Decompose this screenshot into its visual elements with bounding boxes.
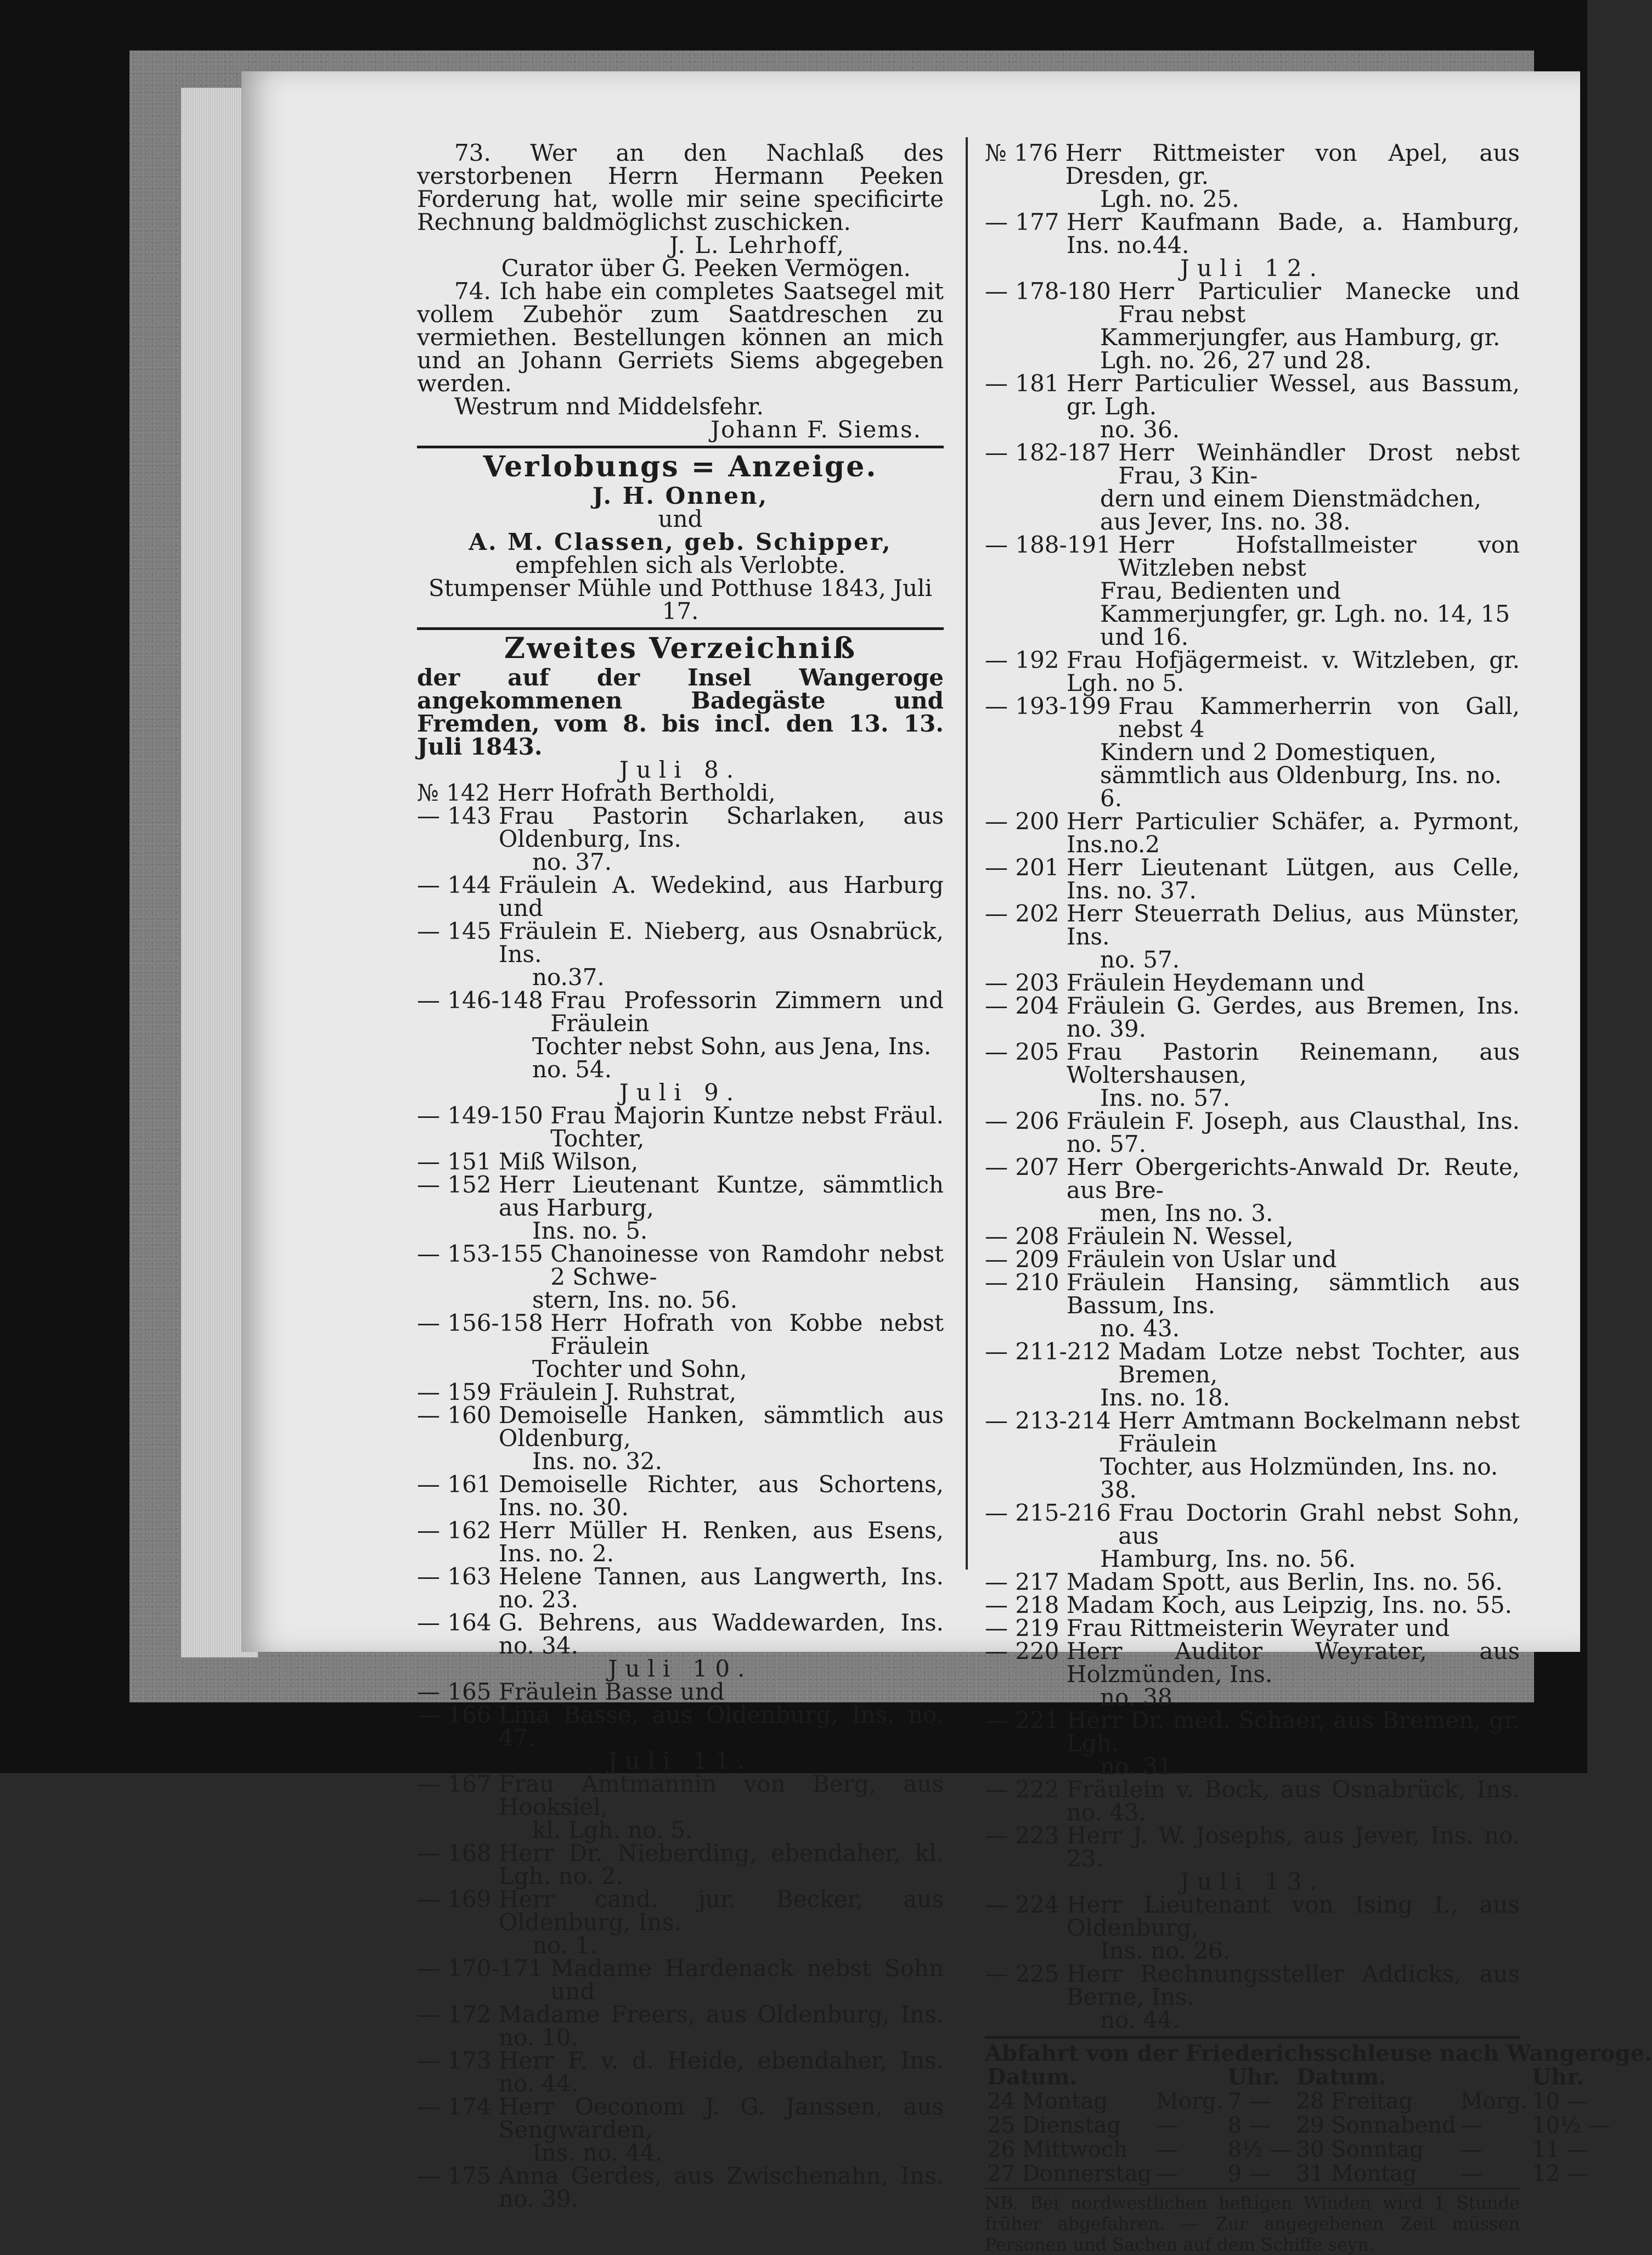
entry-number: — 146-148	[417, 987, 551, 1014]
guest-entry	[985, 1594, 1520, 1617]
entry-number: — 170-171	[417, 1955, 551, 1982]
section-rule	[417, 627, 944, 630]
ferry-schedule	[985, 2040, 1652, 2255]
guest-entry	[985, 1225, 1520, 1248]
schedule-header-cell	[1154, 2065, 1225, 2089]
entry-text: Herr Obergerichts-Anwald Dr. Reute, aus Bre-	[1066, 1154, 1520, 1204]
guest-entry	[985, 1962, 1520, 2009]
schedule-cell: 29 Sonnabend	[1296, 2113, 1456, 2138]
entry-continuation: Ins. no. 5.	[532, 1217, 648, 1244]
guest-entry	[417, 1404, 944, 1450]
engagement-place-date: Stumpenser Mühle und Potthuse 1843, Juli 17.	[428, 575, 933, 625]
entry-number: — 204	[985, 992, 1067, 1019]
entry-number: — 152	[417, 1171, 499, 1198]
entry-text: Herr cand. jur. Becker, aus Oldenburg, Ins.	[498, 1886, 944, 1936]
entry-text: Fräulein G. Gerdes, aus Bremen, Ins. no. 39.	[1066, 992, 1520, 1042]
guest-entry	[985, 856, 1520, 902]
schedule-row	[985, 2113, 1612, 2138]
guest-entry	[985, 533, 1520, 580]
schedule-header-cell: Datum.	[987, 2064, 1078, 2090]
entry-number: — 218	[985, 1592, 1067, 1618]
entry-text: Demoiselle Hanken, sämmtlich aus Oldenburg,	[498, 1402, 944, 1452]
schedule-header-cell: Uhr.	[1532, 2064, 1585, 2090]
guest-entry	[417, 1611, 944, 1657]
engagement-title: Verlobungs = Anzeige.	[483, 450, 878, 483]
notice-73-role: Curator über G. Peeken Vermögen.	[501, 255, 911, 282]
entry-text: Herr Lieutenant Kuntze, sämmtlich aus Harburg,	[498, 1171, 944, 1221]
entry-number: — 225	[985, 1960, 1067, 1987]
entry-number: — 202	[985, 900, 1067, 927]
entry-number: — 220	[985, 1638, 1067, 1664]
entry-continuation: Lgh. no. 25.	[1100, 185, 1239, 212]
guest-entry	[985, 1617, 1520, 1640]
entry-number: — 166	[417, 1701, 499, 1728]
guest-list-juli-11	[417, 1770, 944, 2212]
entry-number: — 219	[985, 1615, 1067, 1641]
entry-text: Herr Hofstallmeister von Witzleben nebst	[1118, 531, 1520, 581]
section-rule	[985, 2036, 1520, 2039]
schedule-cell: 7 —	[1227, 2089, 1271, 2114]
guest-list-juli-12	[985, 280, 1520, 1870]
right-column	[985, 139, 1652, 2255]
schedule-cell: 28 Freitag	[1296, 2089, 1413, 2114]
entry-number: — 162	[417, 1517, 499, 1544]
guest-entry	[985, 139, 1520, 189]
entry-continuation: Ins. no. 57.	[1100, 1084, 1230, 1111]
date-heading: Juli 11.	[608, 1747, 753, 1774]
schedule-cell: 10½ —	[1532, 2113, 1610, 2138]
schedule-cell: Morg.	[1460, 2089, 1528, 2114]
schedule-cell: 31 Montag	[1296, 2161, 1417, 2186]
guest-entry	[985, 1156, 1520, 1202]
left-column	[417, 139, 944, 2212]
entry-text: Herr Hofrath von Kobbe nebst Fräulein	[550, 1309, 944, 1359]
guest-entry	[985, 1778, 1520, 1824]
entry-text: G. Behrens, aus Waddewarden, Ins. no. 34.	[498, 1609, 944, 1659]
guest-entry	[417, 1104, 944, 1150]
guest-entry	[985, 810, 1520, 856]
guest-entry	[417, 781, 944, 805]
entry-number: — 163	[417, 1563, 499, 1590]
entry-text: Herr Lieutenant Lütgen, aus Celle, Ins. no. 37.	[1066, 854, 1520, 904]
entry-number: — 188-191	[985, 531, 1119, 558]
list-subtitle: der auf der Insel Wangeroge angekommenen Badegäste und Fremden, vom 8. bis incl. den 13. 13. Juli 1843.	[417, 664, 944, 760]
schedule-header-cell	[1458, 2065, 1530, 2089]
entry-text: Madam Koch, aus Leipzig, Ins. no. 55.	[1066, 1592, 1513, 1618]
schedule-header-row	[985, 2065, 1612, 2089]
list-title: Zweites Verzeichniß	[504, 632, 856, 665]
entry-number: — 174	[417, 2093, 499, 2120]
entry-number: — 221	[985, 1707, 1067, 1734]
schedule-cell: 27 Donnerstag	[987, 2161, 1152, 2186]
guest-entry	[985, 1271, 1520, 1317]
entry-continuation: no. 38.	[1100, 1684, 1180, 1711]
entry-number: — 143	[417, 802, 499, 829]
entry-number: — 172	[417, 2001, 499, 2028]
entry-text: Chanoinesse von Ramdohr nebst 2 Schwe-	[550, 1240, 944, 1290]
entry-text: Herr F. v. d. Heide, ebendaher, Ins. no. 44.	[498, 2047, 944, 2097]
guest-entry	[985, 1409, 1520, 1455]
entry-number: — 144	[417, 871, 499, 898]
section-rule	[417, 446, 944, 448]
entry-text: Frau Doctorin Grahl nebst Sohn, aus	[1118, 1499, 1520, 1549]
entry-continuation: Tochter nebst Sohn, aus Jena, Ins. no. 54.	[532, 1033, 932, 1083]
entry-text: Herr Rechnungssteller Addicks, aus Berne, Ins.	[1066, 1960, 1520, 2010]
entry-number: — 149-150	[417, 1102, 551, 1129]
schedule-title: Abfahrt von der Friederichsschleuse nach Wangeroge.	[985, 2040, 1652, 2066]
guest-list-juli-8	[417, 781, 944, 1081]
entry-text: Fräulein J. Ruhstrat,	[498, 1379, 737, 1405]
date-heading: Juli 10.	[608, 1655, 753, 1682]
schedule-rule	[985, 2188, 1520, 2189]
entry-text: Frau Rittmeisterin Weyrater und	[1066, 1615, 1450, 1641]
entry-continuation: Kammerjungfer, aus Hamburg, gr. Lgh. no. 26, 27 und 28.	[1100, 324, 1501, 374]
engagement-and: und	[658, 505, 703, 532]
notice-74-place: Westrum nnd Middelsfehr.	[454, 393, 764, 420]
entry-text: Fräulein A. Wedekind, aus Harburg und	[498, 871, 944, 921]
guest-list-juli-9	[417, 1104, 944, 1657]
entry-text: Herr Amtmann Bockelmann nebst Fräulein	[1118, 1407, 1520, 1457]
entry-text: Herr Particulier Wessel, aus Bassum, gr. Lgh.	[1066, 370, 1520, 420]
schedule-cell: 30 Sonntag	[1296, 2137, 1424, 2162]
guest-entry	[985, 1107, 1520, 1157]
guest-entry	[417, 1519, 944, 1565]
schedule-cell: —	[1460, 2137, 1482, 2162]
entry-text: Madame Hardenack nebst Sohn und	[550, 1955, 944, 2005]
entry-text: Frau Amtmannin von Berg, aus Hooksiel,	[498, 1770, 944, 1820]
entry-text: Miß Wilson,	[498, 1148, 639, 1175]
entry-number: — 156-158	[417, 1309, 551, 1336]
schedule-header-cell: Datum.	[1296, 2064, 1386, 2090]
entry-text: Fräulein von Uslar und	[1066, 1246, 1337, 1273]
entry-text: Fräulein Basse und	[498, 1678, 725, 1705]
entry-number: — 161	[417, 1471, 499, 1498]
guest-entry	[417, 2049, 944, 2095]
notice-74: 74. Ich habe ein completes Saatsegel mit vollem Zubehör zum Saatdreschen zu vermiethen. Bestellungen können an mich und an Johann Gerriets Siems abgegeben werden.	[417, 278, 944, 397]
entry-text: Herr Hofrath Bertholdi,	[497, 779, 776, 806]
engagement-text: empfehlen sich als Verlobte.	[515, 552, 846, 578]
guest-entry	[417, 1957, 944, 2003]
guest-entry	[417, 1150, 944, 1173]
entry-number: — 164	[417, 1609, 499, 1636]
notice-73-signature: J. L. Lehrhoff,	[669, 232, 845, 258]
entry-number: — 177	[985, 209, 1067, 235]
guest-entry	[417, 871, 944, 921]
guest-entry	[985, 280, 1520, 326]
guest-entry	[417, 1381, 944, 1404]
schedule-row	[985, 2138, 1612, 2162]
entry-number: — 175	[417, 2162, 499, 2189]
guest-entry	[985, 372, 1520, 418]
guest-entry	[417, 1842, 944, 1888]
entry-text: Demoiselle Richter, aus Schortens, Ins. no. 30.	[498, 1471, 944, 1521]
entry-number: — 201	[985, 854, 1067, 881]
entry-text: Fräulein Hansing, sämmtlich aus Bassum, Ins.	[1066, 1269, 1520, 1319]
entry-text: Herr Oeconom J. G. Janssen, aus Sengwarden,	[498, 2093, 944, 2143]
entry-number: — 169	[417, 1886, 499, 1913]
guest-entry	[985, 971, 1520, 994]
entry-number: — 207	[985, 1154, 1067, 1180]
entry-continuation: Tochter und Sohn,	[532, 1356, 747, 1382]
guest-entry	[417, 1473, 944, 1519]
entry-continuation: Hamburg, Ins. no. 56.	[1100, 1545, 1356, 1572]
entry-continuation: Kindern und 2 Domestiquen, sämmtlich aus Oldenburg, Ins. no. 6.	[1100, 739, 1502, 812]
guest-entry	[985, 695, 1520, 741]
schedule-cell: 11 —	[1532, 2137, 1589, 2162]
entry-text: Herr Rittmeister von Apel, aus Dresden, gr.	[1065, 139, 1520, 189]
entry-text: Herr Particulier Schäfer, a. Pyrmont, Ins.no.2	[1066, 808, 1520, 858]
schedule-cell: 10 —	[1532, 2089, 1589, 2114]
schedule-cell: —	[1460, 2161, 1482, 2186]
schedule-cell: 8 —	[1227, 2113, 1271, 2138]
entry-number: — 210	[985, 1269, 1067, 1296]
guest-entry	[417, 802, 944, 852]
entry-number: — 206	[985, 1107, 1067, 1134]
guest-entry	[417, 2164, 944, 2211]
schedule-note: NB. Bei nordwestlichen heftigen Winden wird 1 Stunde früher abgefahren. — Zur angegebenen Zeit müssen Personen und Sachen auf dem Schiffe seyn.	[985, 2192, 1520, 2255]
date-heading: Juli 9.	[619, 1079, 742, 1106]
entry-number: — 193-199	[985, 693, 1119, 719]
entry-number: — 200	[985, 808, 1067, 835]
guest-entry	[985, 1893, 1520, 1939]
guest-entry	[985, 646, 1520, 696]
guest-entry	[417, 2003, 944, 2049]
date-heading: Juli 12.	[1180, 255, 1324, 282]
entry-number: — 211-212	[985, 1338, 1119, 1365]
guest-entry	[985, 1709, 1520, 1755]
entry-text: Herr Kaufmann Bade, a. Hamburg, Ins. no.44.	[1066, 209, 1520, 258]
column-divider	[966, 137, 968, 1570]
guest-entry	[417, 1309, 944, 1359]
entry-text: Herr Dr. med. Schaer, aus Bremen, gr. Lgh.	[1066, 1707, 1520, 1757]
schedule-cell: Morg.	[1156, 2089, 1224, 2114]
entry-text: Anna Gerdes, aus Zwischenahn, Ins. no. 39.	[498, 2162, 944, 2212]
entry-continuation: no. 57.	[1100, 946, 1180, 973]
entry-continuation: men, Ins no. 3.	[1100, 1200, 1273, 1227]
entry-number: — 160	[417, 1402, 499, 1429]
entry-number: — 205	[985, 1038, 1067, 1065]
guest-entry	[417, 1680, 944, 1703]
entry-text: Herr J. W. Josephs, aus Jever, Ins. no. 23.	[1066, 1822, 1520, 1872]
schedule-cell: 25 Dienstag	[987, 2113, 1121, 2138]
schedule-body	[985, 2089, 1612, 2186]
entry-number: — 153-155	[417, 1240, 551, 1267]
entry-text: Fräulein N. Wessel,	[1066, 1223, 1294, 1250]
entry-continuation: no. 37.	[532, 848, 612, 875]
guest-entry	[417, 989, 944, 1035]
entry-text: Madame Freers, aus Oldenburg, Ins. no. 10.	[498, 2001, 944, 2051]
entry-text: Frau Pastorin Reinemann, aus Woltershausen,	[1066, 1038, 1520, 1088]
entry-continuation: no.37.	[532, 964, 605, 991]
entry-text: Frau Majorin Kuntze nebst Fräul. Tochter,	[550, 1102, 944, 1152]
entry-text: Frau Kammerherrin von Gall, nebst 4	[1118, 693, 1520, 743]
entry-number: — 181	[985, 370, 1067, 397]
entry-text: Frau Professorin Zimmern und Fräulein	[550, 987, 944, 1037]
schedule-cell: 24 Montag	[987, 2089, 1108, 2114]
entry-number: — 168	[417, 1840, 499, 1866]
entry-number: — 192	[985, 646, 1067, 673]
entry-continuation: no. 36.	[1100, 416, 1180, 443]
entry-text: Lina Basse, aus Oldenburg, Ins. no. 47.	[498, 1701, 944, 1751]
entry-text: Fräulein v. Bock, aus Osnabrück, Ins. no. 43.	[1066, 1776, 1520, 1826]
entry-continuation: no. 44.	[1100, 2006, 1180, 2033]
guest-list-juli-13	[985, 1893, 1520, 2032]
schedule-cell: 8½ —	[1227, 2137, 1292, 2162]
entry-text: Herr Lieutenant von Ising I., aus Oldenburg,	[1066, 1891, 1520, 1941]
guest-entry	[417, 1888, 944, 1934]
guest-entry	[985, 1340, 1520, 1386]
schedule-cell: 12 —	[1532, 2161, 1589, 2186]
entry-number: — 159	[417, 1379, 499, 1405]
guest-entry	[417, 920, 944, 966]
guest-list-cont	[985, 139, 1520, 258]
guest-entry	[985, 1038, 1520, 1088]
entry-number: — 178-180	[985, 278, 1119, 305]
entry-continuation: Ins. no. 32.	[532, 1448, 662, 1475]
entry-text: Frau Hofjägermeist. v. Witzleben, gr. Lgh. no 5.	[1066, 646, 1520, 696]
schedule-row	[985, 2089, 1612, 2113]
guest-entry	[417, 1173, 944, 1219]
guest-list-juli-10	[417, 1680, 944, 1750]
entry-continuation: Ins. no. 44.	[532, 2139, 662, 2166]
entry-number: — 209	[985, 1246, 1067, 1273]
guest-entry	[985, 994, 1520, 1041]
entry-text: Madam Spott, aus Berlin, Ins. no. 56.	[1066, 1568, 1503, 1595]
guest-entry	[417, 1242, 944, 1289]
entry-number: — 215-216	[985, 1499, 1119, 1526]
entry-number: — 182-187	[985, 439, 1119, 466]
entry-text: Herr Weinhändler Drost nebst Frau, 3 Kin-	[1118, 439, 1520, 489]
entry-number: — 208	[985, 1223, 1067, 1250]
schedule-header-cell: Uhr.	[1227, 2064, 1280, 2090]
guest-entry	[985, 1248, 1520, 1271]
notice-73: 73. Wer an den Nachlaß des verstorbenen Herrn Hermann Peeken Forderung hat, wolle mir seine specificirte Rechnung baldmöglichst zuschicken.	[417, 139, 944, 235]
entry-text: Herr Particulier Manecke und Frau nebst	[1118, 278, 1520, 328]
entry-text: Helene Tannen, aus Langwerth, Ins. no. 23.	[498, 1563, 944, 1613]
entry-text: Herr Müller H. Renken, aus Esens, Ins. no. 2.	[498, 1517, 944, 1567]
entry-number: — 217	[985, 1568, 1067, 1595]
guest-entry	[417, 1703, 944, 1750]
entry-text: Herr Dr. Nieberding, ebendaher, kl. Lgh. no. 2.	[498, 1840, 944, 1890]
guest-entry	[985, 211, 1520, 257]
entry-continuation: no. 1.	[532, 1932, 597, 1959]
schedule-cell: 26 Mittwoch	[987, 2137, 1127, 2162]
entry-text: Fräulein F. Joseph, aus Clausthal, Ins. no. 57.	[1066, 1107, 1520, 1157]
entry-number: — 165	[417, 1678, 499, 1705]
entry-text: Fräulein E. Nieberg, aus Osnabrück, Ins.	[498, 918, 944, 968]
entry-number: — 173	[417, 2047, 499, 2074]
schedule-cell: —	[1156, 2161, 1179, 2186]
entry-text: Herr Auditor Weyrater, aus Holzmünden, Ins.	[1066, 1638, 1520, 1688]
notice-74-signature: Johann F. Siems.	[711, 416, 922, 443]
engagement-name-1: J. H. Onnen,	[592, 482, 769, 509]
entry-continuation: stern, Ins. no. 56.	[532, 1286, 738, 1313]
entry-number: — 213-214	[985, 1407, 1119, 1434]
schedule-cell: —	[1460, 2113, 1482, 2138]
guest-entry	[985, 1824, 1520, 1870]
guest-entry	[985, 902, 1520, 948]
entry-number: — 223	[985, 1822, 1067, 1849]
schedule-cell: 9 —	[1227, 2161, 1271, 2186]
entry-number: № 176	[985, 139, 1065, 166]
entry-number: — 222	[985, 1776, 1067, 1803]
guest-entry	[985, 441, 1520, 487]
entry-continuation: kl. Lgh. no. 5.	[532, 1817, 693, 1843]
entry-text: Fräulein Heydemann und	[1066, 969, 1365, 996]
entry-continuation: no. 43.	[1100, 1315, 1180, 1342]
guest-entry	[417, 1770, 944, 1820]
schedule-cell: —	[1156, 2137, 1179, 2162]
entry-number: — 203	[985, 969, 1067, 996]
entry-number: — 145	[417, 918, 499, 944]
entry-continuation: Ins. no. 18.	[1100, 1384, 1230, 1411]
entry-number: № 142	[417, 779, 498, 806]
guest-entry	[985, 1568, 1520, 1595]
entry-number: — 224	[985, 1891, 1067, 1918]
entry-continuation: Ins. no. 26.	[1100, 1937, 1230, 1964]
entry-number: — 167	[417, 1770, 499, 1797]
entry-continuation: no. 31.	[1100, 1753, 1180, 1780]
schedule-cell: —	[1156, 2113, 1179, 2138]
guest-entry	[985, 1499, 1520, 1549]
entry-text: Madam Lotze nebst Tochter, aus Bremen,	[1118, 1338, 1520, 1388]
date-heading: Juli 13.	[1180, 1868, 1324, 1895]
entry-continuation: dern und einem Dienstmädchen, aus Jever, Ins. no. 38.	[1100, 485, 1481, 535]
guest-entry	[417, 2095, 944, 2141]
entry-text: Herr Steuerrath Delius, aus Münster, Ins.	[1066, 900, 1520, 950]
entry-number: — 151	[417, 1148, 499, 1175]
date-heading: Juli 8.	[619, 756, 742, 783]
guest-entry	[417, 1565, 944, 1611]
schedule-row	[985, 2162, 1612, 2186]
schedule-table	[985, 2065, 1612, 2186]
guest-entry	[985, 1640, 1520, 1686]
entry-continuation: Frau, Bedienten und Kammerjungfer, gr. Lgh. no. 14, 15 und 16.	[1100, 577, 1510, 650]
entry-continuation: Tochter, aus Holzmünden, Ins. no. 38.	[1100, 1453, 1498, 1503]
engagement-name-2: A. M. Classen, geb. Schipper,	[469, 528, 892, 555]
entry-text: Frau Pastorin Scharlaken, aus Oldenburg, Ins.	[498, 802, 944, 852]
